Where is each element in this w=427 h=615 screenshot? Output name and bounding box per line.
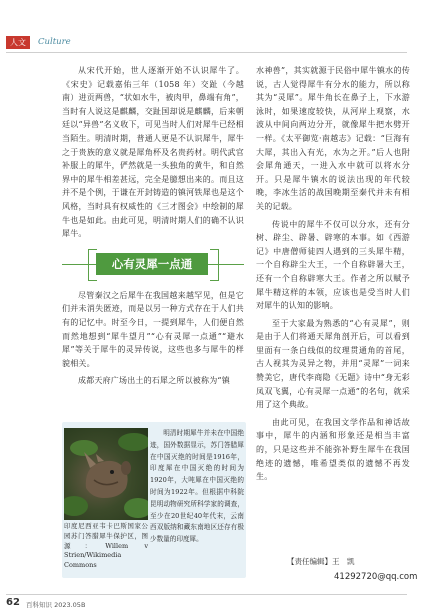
paragraph: 成都天府广场出土的石犀之所以被称为“镇	[78, 376, 230, 386]
publication-info: 百科知识 2023.05B	[26, 601, 86, 609]
paragraph: 从宋代开始，世人逐渐开始不认识犀牛了。《宋史》记载嘉佑三年（1058 年）交趾（今越南）进贡两兽，“状如水牛，被肉甲，鼻端有角”，当时有人说这是麒麟，交趾国却说是麒麟，后来朝廷以“异兽”名义收下，可见当时人们对犀牛已经相当陌生。明清时期，普通人更是不认识犀牛，犀牛之于贵族的意义就是犀角杯及名贵药材。明代武官补服上的犀牛，俨然就是一头独角的黄牛，和自然界中的犀牛相差甚远，完全是臆想出来的。而且这并不是个例，于谦在开封铸造的镇河铁犀也是这个风格，当时具有权威性的《三才图会》中绘制的犀牛也是如此。由此可见，明清时期人们的确不认识犀牛。	[62, 66, 244, 239]
left-column	[62, 64, 244, 392]
rhino-illustration	[64, 428, 148, 520]
header-divider	[6, 52, 407, 53]
photo-caption: 印度尼西亚韦卡巴斯国家公园苏门答腊犀牛保护区，图源：Willem v Strien/Wikimedia Commons	[64, 522, 148, 570]
rhino-photo	[64, 428, 148, 520]
right-column	[256, 64, 410, 488]
paragraph: 至于大家最为熟悉的“心有灵犀”，则是由于人们将通天犀角剖开后，可以看到里面有一条白线似的纹理贯通角的首尾，古人视其为灵异之物，并用“灵犀”一词来赞美它，唐代李商隐《无题》诗中“身无彩凤双飞翼，心有灵犀一点通”的名句，就采用了这个典故。	[256, 318, 410, 410]
section-title: 心有灵犀一点通	[96, 253, 208, 275]
footer-divider	[6, 594, 407, 595]
section-heading	[62, 249, 244, 281]
section-subtitle: Culture	[38, 37, 71, 47]
sidebar-text: 明清时期犀牛并未在中国绝迹，国外数据显示，苏门答腊犀在中国灭绝的时间是1916年，印度犀在中国灭绝的时间为1920年，大吨犀在中国灭绝的时间为1922年。但根据中科院昆明动物研究所科学家的调查，至少在20世纪40年代末，云南西双版纳和藏东南地区还存有极少数量的印度犀。	[150, 429, 244, 544]
section-tag: 人文	[6, 36, 30, 49]
paragraph: 由此可见，在我国文学作品和神话故事中，犀牛的内涵和形象还是相当丰富的，只是这些并不能弥补野生犀牛在我国绝迹的遗憾，唯希望类似的遗憾不再发生。	[256, 417, 410, 482]
paragraph: 水神兽”，其实就源于民俗中犀牛镇水的传说，古人觉得犀牛有分水的能力，所以称其为“灵犀”。犀牛角长在鼻子上，下水游泳时，如果速度较快，从河岸上观察，水波从中间向两边分开，就像犀牛把水劈开一样。《太平御览·南越志》记载：“巨海有大犀，其出入有光，水为之开。”后人也附会犀角通天，一进入水中就可以将水分开。只是犀牛镇水的说法出现的年代较晚，李冰生活的战国晚期至秦代并未有相关的记载。	[256, 66, 410, 211]
editor-email: 41292720@qq.com	[334, 572, 418, 582]
paragraph: 传说中的犀牛不仅可以分水，还有分树、辟尘、辟暑、辟寒的本事。如《西游记》中唐僧师徒四人遇到的三头犀牛精，一个自称辟尘大王，一个自称辟暑大王，还有一个自称辟寒大王。作者之所以赋予犀牛精这样的本领，应该也是受当时人们对犀牛的认知的影响。	[256, 219, 410, 311]
heading-ornament-right	[210, 249, 219, 281]
page-number: 62	[6, 597, 20, 608]
editor-credit: 【责任编辑】王 凯	[287, 557, 355, 566]
paragraph: 尽管秦汉之后犀牛在我国越来越罕见，但是它们并未消失匿迹，而是以另一种方式存在于人们共有的记忆中。时至今日，一提到犀牛，人们便自然而然地想到“犀牛望月”“心有灵犀一点通”“避水犀”等关于犀牛的灵异传说，这些也多与犀牛的样貌相关。	[62, 290, 244, 368]
